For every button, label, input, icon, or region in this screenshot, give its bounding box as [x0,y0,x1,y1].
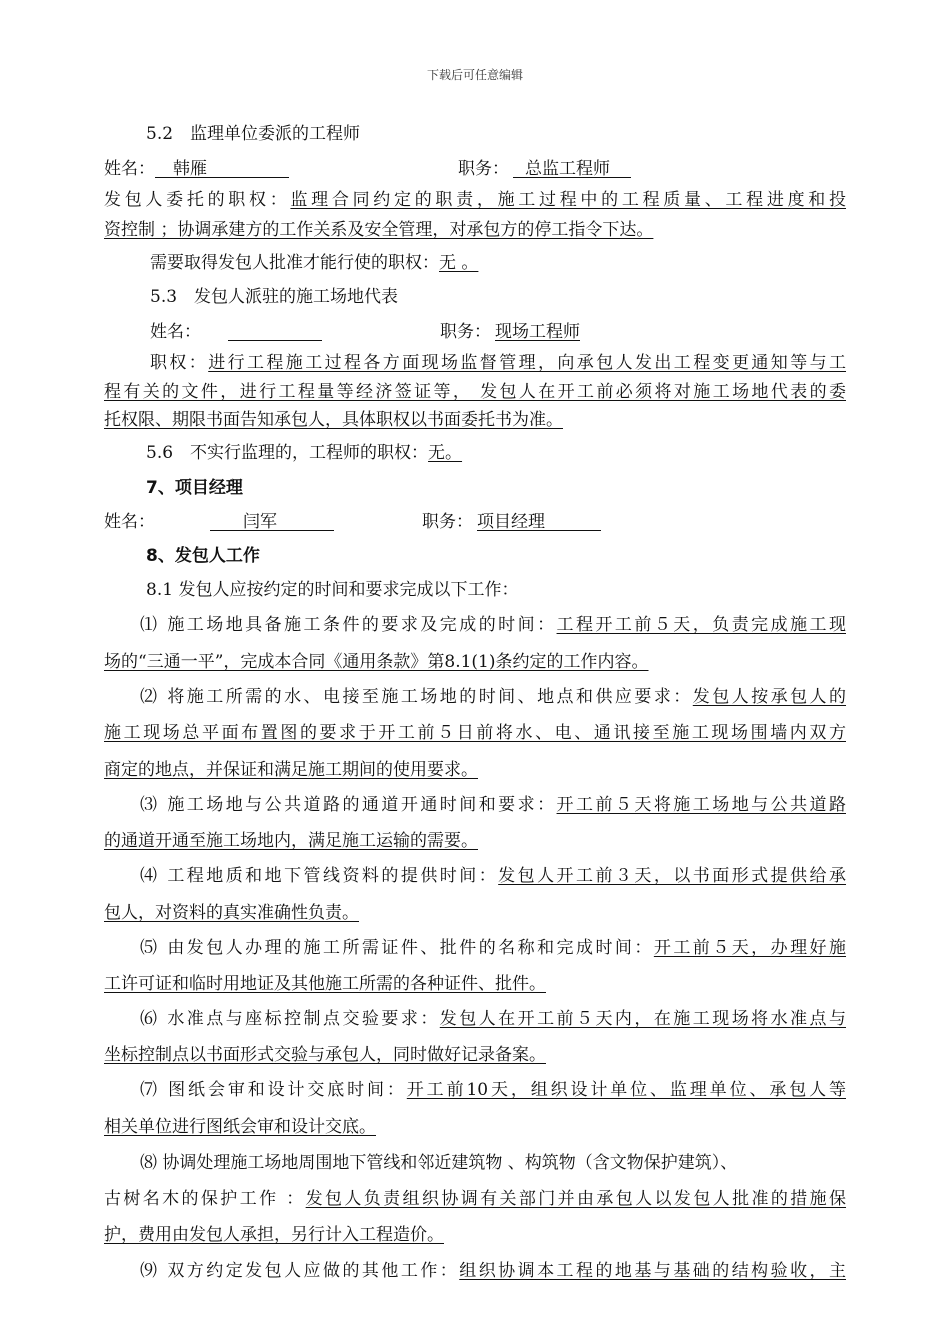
title-label: 职务： [422,512,473,532]
list-item-text: 包人，对资料的真实准确性负责。 [104,903,359,923]
list-item-text: 组织协调本工程的地基与基础的结构验收，主 [459,1261,847,1281]
section-5-3-heading: 5.3 发包人派驻的施工场地代表 [150,287,399,307]
section-5-6-value: 无。 [428,443,463,463]
list-item-label: ⑼ 双方约定发包人应做的其他工作： [140,1261,460,1281]
list-item-continuation [104,758,846,782]
section-5-2-heading: 5.2 监理单位委派的工程师 [146,124,361,144]
list-item-label: ⑸ 由发包人办理的施工所需证件、批件的名称和完成时间： [140,938,654,958]
list-item-text: 开工前５天将施工场地与公共道路 [556,795,846,815]
authority-text: 托权限、期限书面告知承包人，具体职权以书面委托书为准。 [104,410,563,430]
title-value: 现场工程师 [495,322,580,342]
section-5-2-approval-row [150,251,892,275]
list-item-label: ⑵ 将施工所需的水、电接至施工场地的时间、地点和供应要求： [140,687,693,707]
name-value: 闫军 [243,512,277,532]
section-8-intro: 8.1 发包人应按约定的时间和要求完成以下工作： [146,580,519,600]
section-5-6-label: 5.6 不实行监理的，工程师的职权： [146,443,429,463]
approval-value: 无 。 [439,253,479,273]
name-value: 韩雁 [173,159,207,179]
authority-label: 职权： [150,353,209,373]
name-blank [210,510,334,531]
list-item-text: 商定的地点，并保证和满足施工期间的使用要求。 [104,760,478,780]
name-label: 姓名： [104,512,155,532]
list-item [140,1078,846,1102]
list-item-label: ⑶ 施工场地与公共道路的通道开通时间和要求： [140,795,557,815]
section-8-heading: 8、发包人工作 [146,546,260,566]
name-blank [155,157,289,178]
list-item-continuation [104,1115,846,1139]
list-item [140,864,846,888]
name-label: 姓名： [150,322,201,342]
list-item-label: ⑷ 工程地质和地下管线资料的提供时间： [140,866,499,886]
section-5-2-authority-line-1 [104,188,846,212]
section-7-name-row [104,510,846,534]
page-header: 下载后可任意编辑 [426,68,523,82]
list-item-text: 工程开工前５天，负责完成施工现 [556,615,846,635]
authority-label: 发包人委托的职权： [104,190,291,210]
list-item-label: ⑴ 施工场地具备施工条件的要求及完成的时间： [140,615,557,635]
list-item-continuation [104,650,846,674]
title-blank [513,157,631,178]
section-5-3-authority-line-1 [150,351,846,375]
list-item-continuation [104,829,846,853]
list-item [140,1007,846,1031]
list-item-continuation: 施工现场总平面布置图的要求于开工前５日前将水、电、通讯接至施工现场围墙内双方 [104,723,846,743]
list-item [140,936,846,960]
list-item: ⑻ 协调处理施工场地周围地下管线和邻近建筑物 、构筑物（含文物保护建筑）、 [140,1153,738,1173]
authority-text: 进行工程施工过程各方面现场监督管理，向承包人发出工程变更通知等与工 [208,353,847,373]
list-item-text: 发包人开工前３天，以书面形式提供给承 [498,866,847,886]
section-5-2-name-row [104,157,846,181]
section-7-heading: 7、项目经理 [146,478,243,498]
list-item-continuation [104,901,846,925]
list-item-continuation [104,1043,846,1067]
list-item-text: 坐标控制点以书面形式交验与承包人，同时做好记录备案。 [104,1045,546,1065]
approval-label: 需要取得发包人批准才能行使的职权： [150,253,439,273]
name-blank [228,320,322,341]
list-item-label: ⑹ 水准点与座标控制点交验要求： [140,1009,440,1029]
list-item-continuation [104,1223,846,1247]
title-blank [477,510,601,531]
list-item-text: 发包人按承包人的 [692,687,847,707]
list-item-text: 开工前５天，办理好施 [653,938,847,958]
section-5-3-name-row [150,320,892,344]
name-label: 姓名： [104,159,155,179]
title-label: 职务： [440,322,491,342]
list-item [140,685,846,709]
list-item-text: 发包人在开工前５天内，在施工现场将水准点与 [439,1009,846,1029]
list-item-continuation [104,972,846,996]
section-5-2-authority-line-2 [104,218,846,242]
list-item-text: 相关单位进行图纸会审和设计交底。 [104,1117,376,1137]
list-item-text: 工许可证和临时用地证及其他施工所需的各种证件、批件。 [104,974,546,994]
list-item [140,613,846,637]
list-item-text: 发包人负责组织协调有关部门并由承包人以发包人批准的措施保 [305,1189,847,1209]
authority-text: 资控制 ；协调承建方的工作关系及安全管理，对承包方的停工指令下达。 [104,220,654,240]
section-5-6-row [146,441,888,465]
authority-text: 监理合同约定的职责，施工过程中的工程质量、工程进度和投 [290,190,847,210]
list-item-label: ⑺ 图纸会审和设计交底时间： [140,1080,407,1100]
list-item-continuation [104,1187,846,1211]
section-5-3-authority-line-3 [104,408,846,432]
list-item-text: 的通道开通至施工场地内，满足施工运输的需要。 [104,831,478,851]
list-item [140,1259,846,1283]
title-value: 项目经理 [477,512,545,532]
list-item-text: 场的“三通一平”，完成本合同《通用条款》第8.1(1)条约定的工作内容。 [104,652,649,672]
title-label: 职务： [458,159,509,179]
list-item-label: 古树名木的保护工作 ： [104,1189,306,1209]
title-value: 总监工程师 [525,159,610,179]
list-item-text: 护，费用由发包人承担，另行计入工程造价。 [104,1225,444,1245]
list-item-text: 开工前10天，组织设计单位、监理单位、承包人等 [406,1080,846,1100]
list-item [140,793,846,817]
section-5-3-authority-line-2: 程有关的文件，进行工程量等经济签证等， 发包人在开工前必须将对施工场地代表的委 [104,382,846,402]
